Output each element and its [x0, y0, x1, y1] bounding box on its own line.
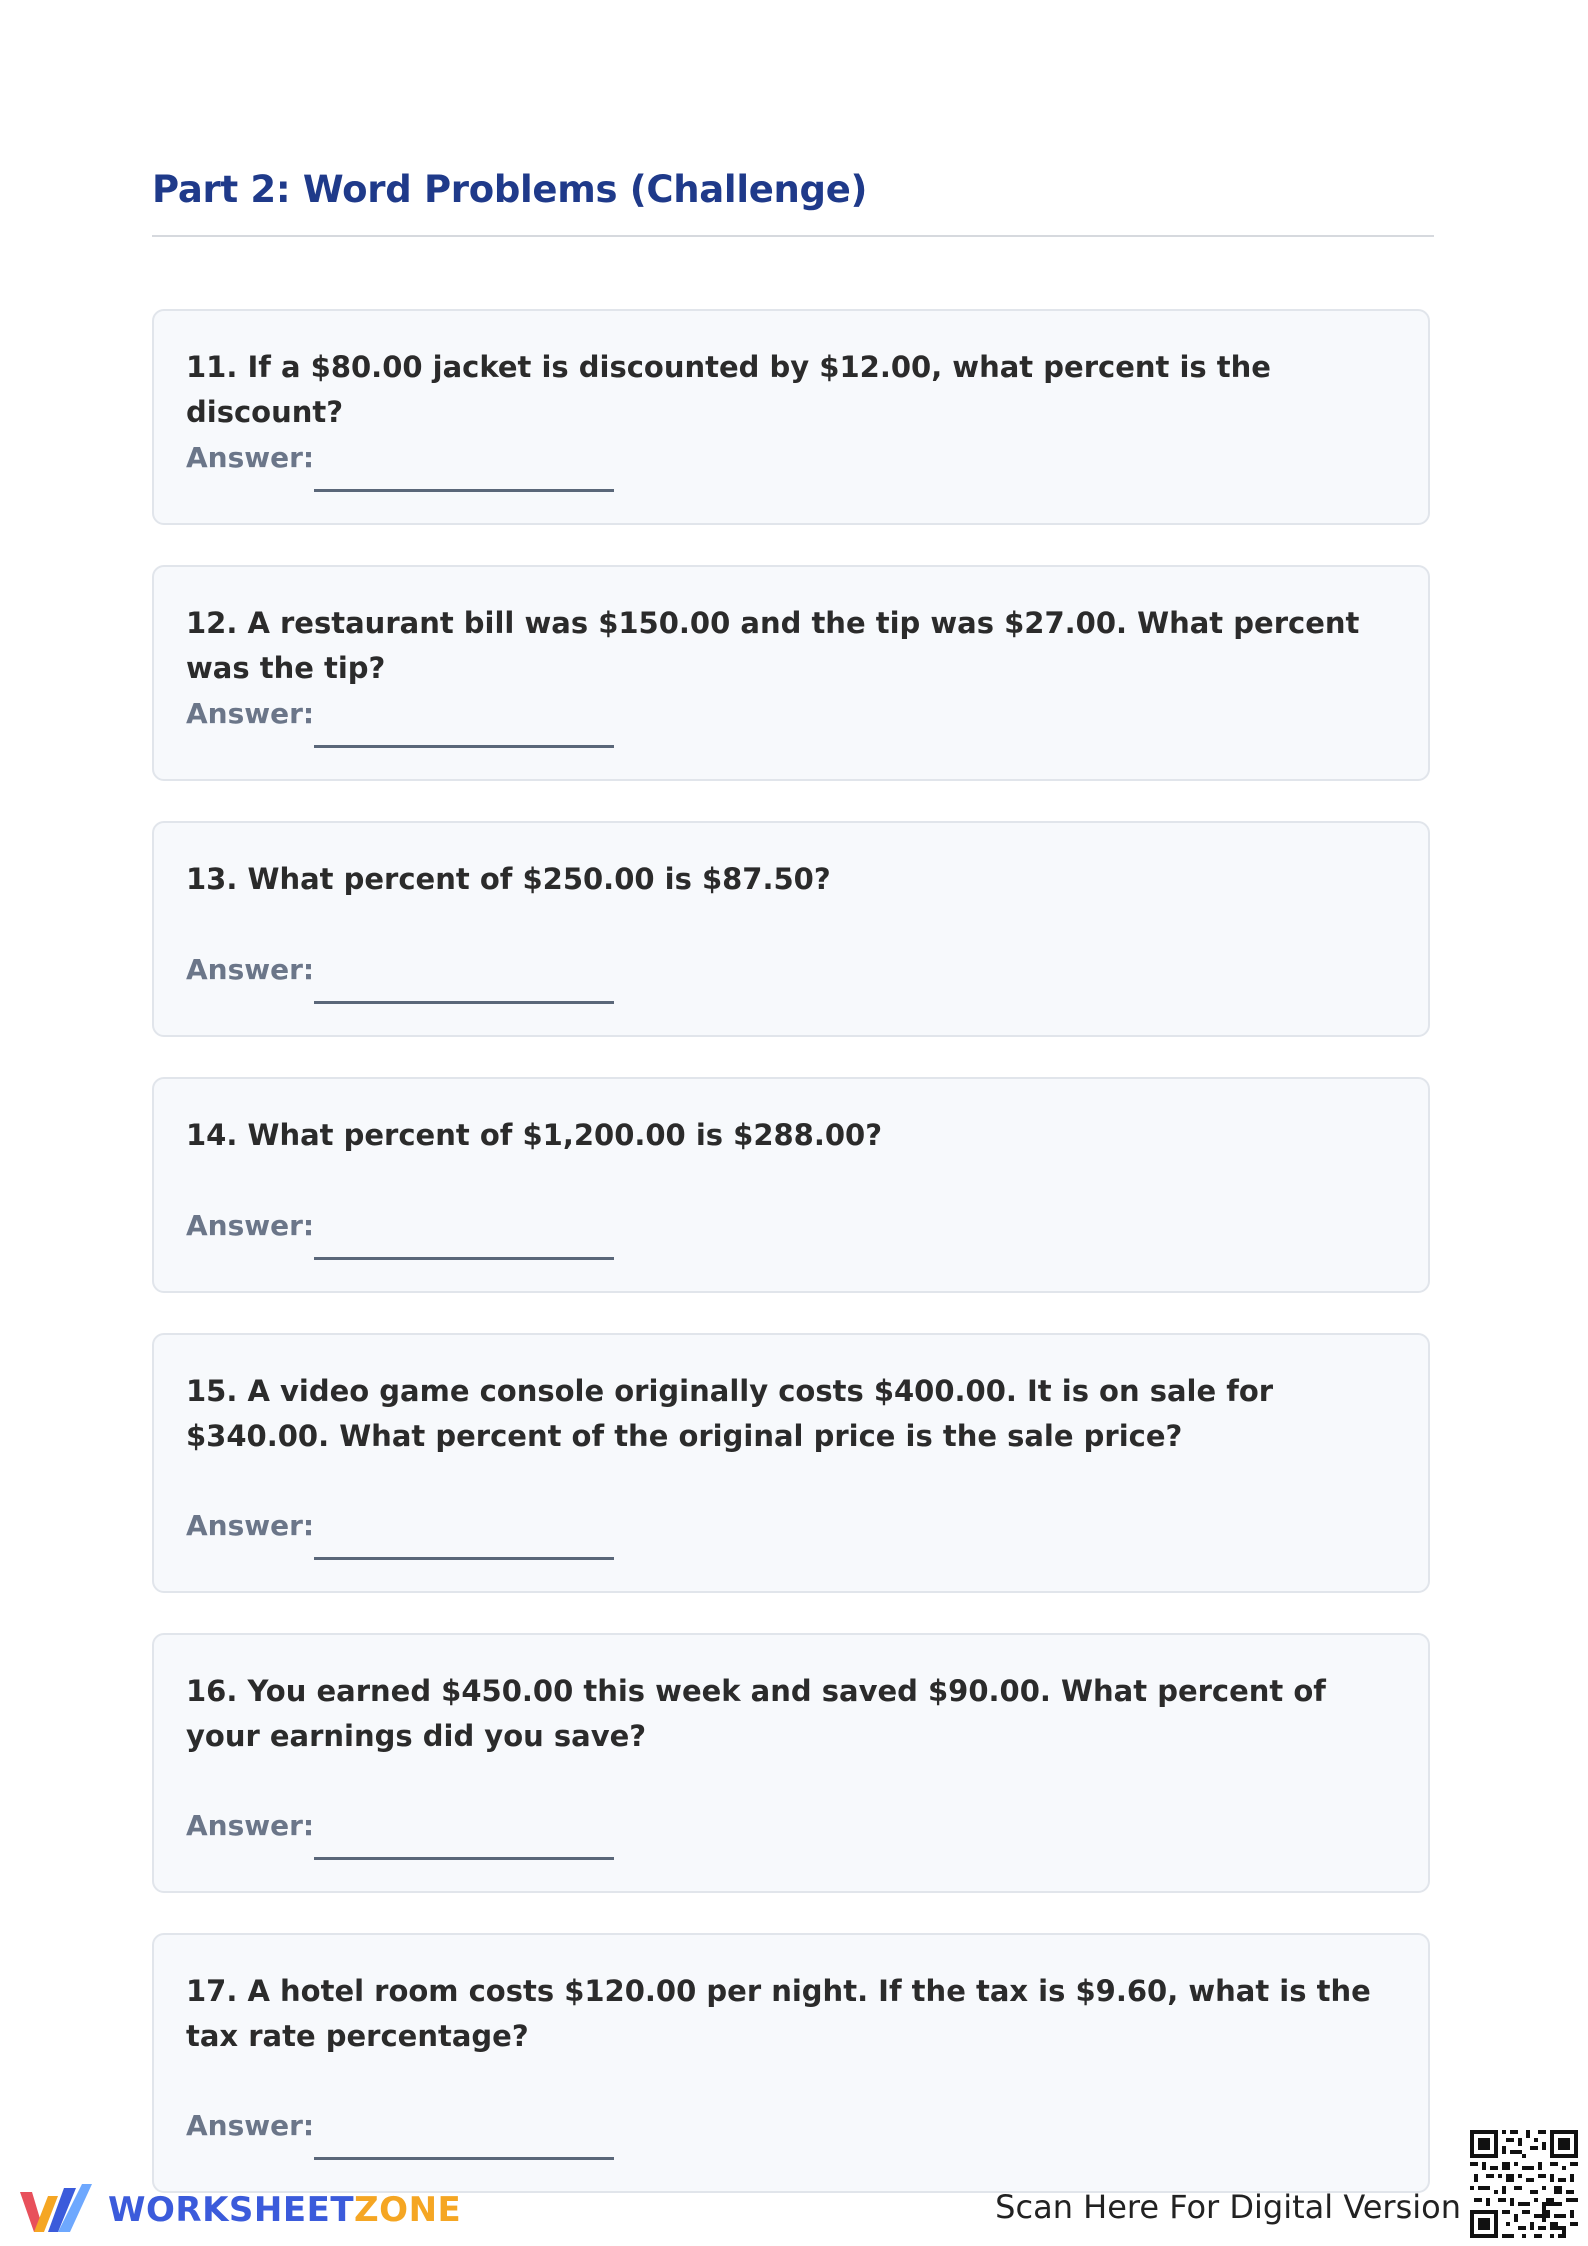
qr-code-icon[interactable]: [1470, 2130, 1578, 2238]
question-text: 11. If a $80.00 jacket is discounted by $12.00, what percent is the discount?: [186, 350, 1271, 429]
scan-instruction: Scan Here For Digital Version: [995, 2188, 1461, 2226]
question-card-14: [152, 1077, 1430, 1293]
answer-label: Answer:: [186, 2109, 315, 2142]
question-text: 12. A restaurant bill was $150.00 and the tip was $27.00. What percent was the tip?: [186, 606, 1360, 685]
question-text: 17. A hotel room costs $120.00 per night. If the tax is $9.60, what is the tax rate percentage?: [186, 1974, 1371, 2053]
brand-name: [108, 2190, 461, 2230]
answer-input-line[interactable]: [314, 1001, 614, 1004]
brand-name-part2: ZONE: [354, 2190, 462, 2230]
question-text: 14. What percent of $1,200.00 is $288.00?: [186, 1118, 883, 1152]
question-card-17: [152, 1933, 1430, 2193]
answer-label: Answer:: [186, 1209, 315, 1242]
question-text: 13. What percent of $250.00 is $87.50?: [186, 862, 831, 896]
question-card-16: [152, 1633, 1430, 1893]
answer-label: Answer:: [186, 697, 315, 730]
question-card-13: [152, 821, 1430, 1037]
question-card-12: [152, 565, 1430, 781]
question-text: 15. A video game console originally costs $400.00. It is on sale for $340.00. What percent of the original price is the sale price?: [186, 1374, 1274, 1453]
brand-logo[interactable]: [18, 2182, 461, 2238]
answer-label: Answer:: [186, 441, 315, 474]
question-card-11: [152, 309, 1430, 525]
answer-input-line[interactable]: [314, 1857, 614, 1860]
title-divider: [152, 235, 1434, 237]
answer-label: Answer:: [186, 1809, 315, 1842]
section-title: Part 2: Word Problems (Challenge): [152, 168, 868, 211]
answer-input-line[interactable]: [314, 1557, 614, 1560]
question-text: 16. You earned $450.00 this week and saved $90.00. What percent of your earnings did you save?: [186, 1674, 1326, 1753]
answer-input-line[interactable]: [314, 1257, 614, 1260]
question-card-15: [152, 1333, 1430, 1593]
answer-input-line[interactable]: [314, 745, 614, 748]
brand-name-part1: WORKSHEET: [108, 2190, 355, 2230]
answer-input-line[interactable]: [314, 2157, 614, 2160]
answer-input-line[interactable]: [314, 489, 614, 492]
answer-label: Answer:: [186, 1509, 315, 1542]
answer-label: Answer:: [186, 953, 315, 986]
worksheetzone-logo-icon: [18, 2182, 94, 2238]
